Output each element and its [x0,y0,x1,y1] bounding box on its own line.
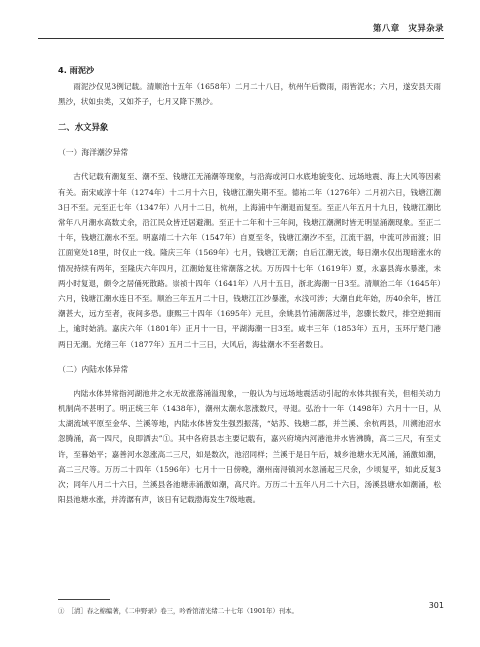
subsection-title-inland-water: （二）内陆水体异常 [58,364,129,374]
subsection-title-ocean-tide: （一）海洋潮汐异常 [58,148,129,158]
footnote: ① ［清］春之棉编著，《二申野录》卷三，吟香馆清光绪二十七年（1901年）刊本。 [58,607,298,615]
section-title-rain-sand: 4. 雨泥沙 [58,65,95,75]
footnote-rule [58,599,110,600]
section-title-hydrology: 二、水文异象 [58,122,109,133]
page-number: 301 [428,601,444,610]
page-body [58,63,441,507]
chapter-header: 第八章 灾异杂录 [373,23,444,33]
paragraph-rain-sand: 雨泥沙仅见3例记载。清顺治十五年（1658年）二月二十八日，杭州午后微雨，雨皆泥水；六月，遂安县天雨黑沙，状如虫类，又如芥子，七月又降下黑沙。 [58,82,441,107]
paragraph-ocean-tide: 古代记载有潮复至、潮不至、钱塘江无涌潮等现象，与沿海或河口水底地貌变化、远场地震、海上大风等因素有关。南宋咸淳十年（1274年）十二月十六日，钱塘江潮失期不至。德祐二年（1276年）二月初六日，钱塘江潮3日不至。元至正七年（1347年）八月十二日，杭州，上海浦中午潮退而复至。至正八年五月十九日，钱塘江潮比常年八月潮水高数丈余，沿江民众皆迁居避潮。至正十二年和十三年间，钱塘江潮溯时皆无明显涌潮现象。至正二十年，钱塘江潮水不至。明嘉靖二十六年（1547年）自夏至冬，钱塘江潮汐不至，江流干涸，中流可涉而渡；旧江面宽处18里，时仅止一线。隆庆三年（1569年）七月，钱塘江无潮；自后江潮无波，每日潮水仅出现暗涨水的情况持续有两年，至隆庆六年四月，江潮始复往常潮落之状。万历四十七年（1619年）夏，永嘉县海水暴涨，未两小时复退，颇令之居俑死散路。崇祯十四年（1641年）八月十五日，浙北海潮一日3至。清顺治二年（1645年）六月，钱塘江潮水连日不至。顺治三年五月二十日，钱塘江江沙暴涨，水浅可涉；大潮自此年始，历40余年，皆江潮甚大，远方至者，夜间多恐。康熙三十四年（1695年）元旦，余姚县竹浦潮落过半，忽骤长数尺，排空逆拥而上，逾时始消。嘉庆六年（1801年）正月十一日，平湖海潮一日3至。咸丰三年（1853年）五月，玉环厅楚门港两日无潮。光绪三年（1877年）五月二十三日，大风后，海盐潮水不至者数日。 [58,172,441,349]
paragraph-inland-water: 内陆水体异常指河湖池井之水无故涨落涌溢现象，一般认为与远场地震活动引起的水体共振有关，但相关动力机制尚不甚明了。明正统三年（1438年），潮州太潮水忽涨数尺，寻退。弘治十一年（1498年）六月十一日，从太湖流域平原至金华、兰溪等地，内陆水体皆发生强烈振荡，“姑苏、钱塘二郡，并兰溪、余杭两县，川溯池沼水忽腾涌，高一四尺，良即洒去”①。其中各府县志主要记载有，嘉兴府境内河港池井水皆沸腾，高二三尺，有至丈许，至暮始平；嘉善河水忽涨高二三尺，如是数次，池沼同样；兰溪于是日午后，城乡池塘水无风涌，涌激如潮，高二三尺等。万历二十四年（1596年）七月十一日傍晚，潮州南浔镇河水忽涌起三尺余，少顷复平，如此反复3次；同年八月二十六日，兰溪县各池塘赤涌激如潮，高尺许。万历二十五年八月二十六日，汤溪县塘水如潮涌，松阳县池塘水涨，并涛潺有声，该日有记载渤海发生7级地震。 [58,388,441,505]
header-rule [38,38,444,39]
